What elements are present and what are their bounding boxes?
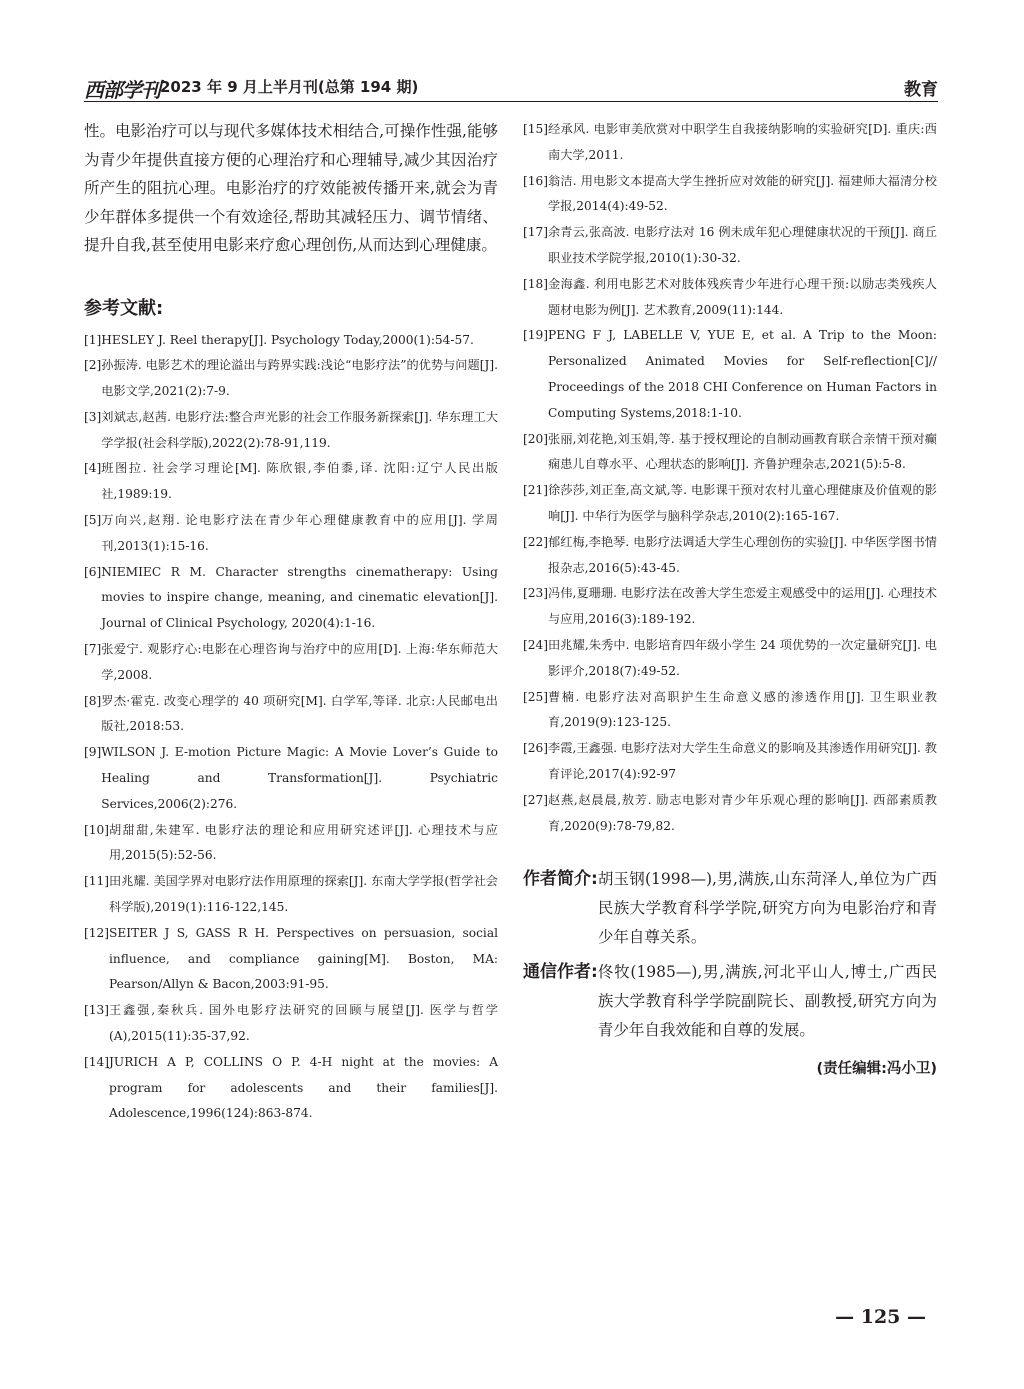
right-column [523, 117, 937, 1078]
page-number: — 125 — [835, 1306, 926, 1328]
reference-item [523, 478, 937, 530]
reference-number: [27] [523, 792, 549, 807]
corresponding-author-text: 佟牧(1985—),男,满族,河北平山人,博士,广西民族大学教育科学学院副院长、副教授,研究方向为青少年自我效能和自尊的发展。 [597, 963, 937, 1040]
reference-item [523, 633, 937, 685]
reference-number: [10] [84, 822, 110, 837]
reference-number: [19] [523, 328, 549, 343]
reference-text: HESLEY J. Reel therapy[J]. Psychology Today,2000(1):54-57. [101, 332, 474, 347]
reference-text: 王鑫强,秦秋兵. 国外电影疗法研究的回顾与展望[J]. 医学与哲学(A),2015(11):35-37,92. [109, 1003, 498, 1044]
reference-number: [9] [84, 745, 102, 760]
header-rule [84, 101, 938, 102]
reference-text: JURICH A P, COLLINS O P. 4-H night at the movies: A program for adolescents and their families[J]. Adolescence,1996(124):863-874. [109, 1054, 498, 1121]
reference-text: 胡甜甜,朱建军. 电影疗法的理论和应用研究述评[J]. 心理技术与应用,2015(5):52-56. [109, 822, 498, 863]
corresponding-author-label: 通信作者: [523, 962, 598, 983]
reference-item [84, 921, 498, 998]
reference-number: [11] [84, 874, 110, 889]
reference-item [523, 736, 937, 788]
reference-number: [16] [523, 173, 549, 188]
reference-number: [18] [523, 276, 549, 291]
reference-number: [25] [523, 689, 549, 704]
reference-text: 曹楠. 电影疗法对高职护生生命意义感的渗透作用[J]. 卫生职业教育,2019(9):123-125. [548, 689, 937, 730]
reference-text: NIEMIEC R M. Character strengths cinematherapy: Using movies to inspire change, meaning, and cinematic elevation[J]. Journal of Clinical Psychology, 2020(4):1-16. [101, 564, 498, 631]
reference-text: 班图拉. 社会学习理论[M]. 陈欣银,李伯黍,译. 沈阳:辽宁人民出版社,1989:19. [101, 461, 498, 502]
reference-item [84, 328, 498, 354]
references-heading: 参考文献: [84, 297, 164, 319]
reference-text: 田兆耀,朱秀中. 电影培育四年级小学生 24 项优势的一次定量研究[J]. 电影评介,2018(7):49-52. [548, 637, 937, 678]
reference-item [84, 405, 498, 457]
references-list-left [84, 328, 498, 1128]
reference-item [84, 560, 498, 637]
reference-item [523, 272, 937, 324]
reference-number: [2] [84, 358, 102, 373]
reference-number: [3] [84, 409, 102, 424]
reference-text: 冯伟,夏珊珊. 电影疗法在改善大学生恋爱主观感受中的运用[J]. 心理技术与应用,2016(3):189-192. [548, 586, 937, 627]
reference-number: [6] [84, 564, 102, 579]
reference-text: 翁洁. 用电影文本提高大学生挫折应对效能的研究[J]. 福建师大福清分校学报,2014(4):49-52. [548, 173, 937, 214]
reference-text: 经承风. 电影审美欣赏对中职学生自我接纳影响的实验研究[D]. 重庆:西南大学,2011. [548, 122, 937, 162]
reference-number: [24] [523, 637, 549, 652]
reference-text: 郁红梅,李艳琴. 电影疗法调适大学生心理创伤的实验[J]. 中华医学图书情报杂志,2016(5):43-45. [548, 534, 937, 575]
reference-text: 孙振涛. 电影艺术的理论溢出与跨界实践:浅论“电影疗法”的优势与问题[J]. 电影文学,2021(2):7-9. [101, 358, 498, 399]
reference-number: [5] [84, 513, 102, 528]
reference-text: 余青云,张高波. 电影疗法对 16 例未成年犯心理健康状况的干预[J]. 商丘职业技术学院学报,2010(1):30-32. [548, 225, 937, 265]
reference-item [523, 530, 937, 582]
page-header [84, 74, 938, 100]
reference-text: 金海鑫. 利用电影艺术对肢体残疾青少年进行心理干预:以励志类残疾人题材电影为例[J]. 艺术教育,2009(11):144. [548, 276, 937, 317]
reference-item [84, 353, 498, 405]
responsible-editor: (责任编辑:冯小卫) [816, 1061, 937, 1078]
reference-number: [1] [84, 332, 102, 347]
reference-item [84, 998, 498, 1050]
reference-item [84, 869, 498, 921]
reference-number: [23] [523, 586, 549, 601]
reference-number: [26] [523, 741, 549, 756]
reference-item [523, 117, 937, 169]
reference-text: 罗杰·霍克. 改变心理学的 40 项研究[M]. 白学军,等译. 北京:人民邮电出版社,2018:53. [101, 693, 498, 734]
reference-number: [17] [523, 225, 549, 240]
reference-item [523, 169, 937, 221]
reference-text: 刘斌志,赵茜. 电影疗法:整合声光影的社会工作服务新探索[J]. 华东理工大学学报(社会科学版),2022(2):78-91,119. [101, 409, 498, 450]
author-intro-label: 作者简介: [523, 869, 598, 890]
corresponding-author [523, 958, 937, 1045]
reference-number: [12] [84, 925, 110, 940]
reference-number: [14] [84, 1054, 110, 1069]
reference-number: [20] [523, 431, 549, 446]
body-paragraph: 性。电影治疗可以与现代多媒体技术相结合,可操作性强,能够为青少年提供直接方便的心理治疗和心理辅导,减少其因治疗所产生的阻抗心理。电影治疗的疗效能被传播开来,就会为青少年群体多提供一个有效途径,帮助其减轻压力、调节情绪、提升自我,甚至使用电影来疗愈心理创伤,从而达到心理健康。 [84, 122, 498, 254]
author-intro-text: 胡玉钢(1998—),男,满族,山东菏泽人,单位为广西民族大学教育科学学院,研究方向为电影治疗和青少年自尊关系。 [597, 870, 937, 947]
reference-text: 田兆耀. 美国学界对电影疗法作用原理的探索[J]. 东南大学学报(哲学社会科学版),2019(1):116-122,145. [109, 874, 498, 915]
reference-item [84, 689, 498, 741]
section-name: 教育 [904, 80, 938, 100]
reference-item [84, 740, 498, 817]
reference-item [84, 508, 498, 560]
reference-text: SEITER J S, GASS R H. Perspectives on persuasion, social influence, and compliance gaining[M]. Boston, MA: Pearson/Allyn & Bacon,2003:91-95. [109, 925, 498, 992]
reference-text: 张爱宁. 观影疗心:电影在心理咨询与治疗中的应用[D]. 上海:华东师范大学,2008. [101, 642, 498, 682]
reference-number: [21] [523, 483, 549, 498]
author-intro [523, 865, 937, 952]
reference-text: 张丽,刘花艳,刘玉娟,等. 基于授权理论的自制动画教育联合亲情干预对癫痫患儿自尊水平、心理状态的影响[J]. 齐鲁护理杂志,2021(5):5-8. [548, 431, 937, 472]
reference-item [84, 637, 498, 689]
references-list-right [523, 117, 937, 839]
reference-item [523, 685, 937, 737]
reference-number: [22] [523, 534, 549, 549]
reference-item [523, 323, 937, 426]
issue-info: 2023 年 9 月上半月刊(总第 194 期) [160, 78, 419, 96]
reference-text: 赵燕,赵晨晨,敖芳. 励志电影对青少年乐观心理的影响[J]. 西部素质教育,2020(9):78-79,82. [548, 792, 937, 833]
journal-logo: 西部学刊 [84, 78, 160, 102]
reference-number: [4] [84, 461, 102, 476]
reference-number: [15] [523, 122, 549, 136]
reference-item [523, 581, 937, 633]
reference-item [84, 818, 498, 870]
reference-item [84, 1050, 498, 1127]
reference-number: [13] [84, 1003, 110, 1018]
reference-text: 徐莎莎,刘正奎,高文斌,等. 电影课干预对农村儿童心理健康及价值观的影响[J]. 中华行为医学与脑科学杂志,2010(2):165-167. [548, 483, 937, 523]
reference-text: 李霞,王鑫强. 电影疗法对大学生生命意义的影响及其渗透作用研究[J]. 教育评论,2017(4):92-97 [548, 741, 937, 781]
reference-number: [7] [84, 642, 102, 657]
reference-text: 万向兴,赵翔. 论电影疗法在青少年心理健康教育中的应用[J]. 学周刊,2013(1):15-16. [101, 513, 498, 553]
reference-item [523, 220, 937, 272]
author-block [523, 865, 937, 1078]
reference-number: [8] [84, 693, 102, 708]
reference-text: WILSON J. E-motion Picture Magic: A Movie Lover’s Guide to Healing and Transformation[J]. Psychiatric Services,2006(2):276. [101, 745, 498, 811]
reference-item [523, 788, 937, 840]
reference-item [84, 456, 498, 508]
reference-text: PENG F J, LABELLE V, YUE E, et al. A Trip to the Moon: Personalized Animated Movies for Self-reflection[C]// Proceedings of the 2018 CHI Conference on Human Factors in Computing Systems,2018:1-10. [548, 328, 937, 420]
reference-item [523, 427, 937, 479]
left-column [84, 117, 498, 1127]
